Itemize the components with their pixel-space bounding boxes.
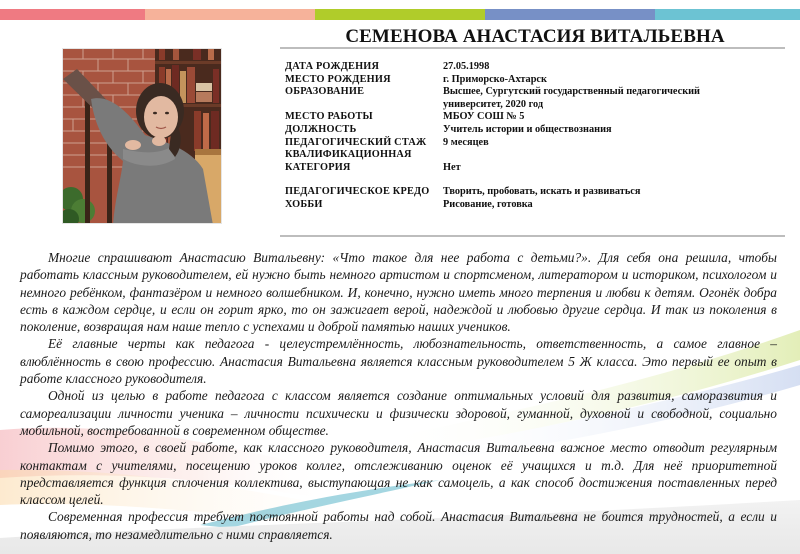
info-value: Нет	[443, 161, 461, 173]
info-value: Творить, пробовать, искать и развиваться	[443, 186, 641, 198]
paragraph: Помимо этого, в своей работе, как классного руководителя, Анастасия Витальевна важное место отводит регулярным контактам с учителями, посещению уроков коллег, отслеживанию оценок её учащихся и т.д. Для неё приоритетной представляется функция сплочения коллектива, выступающая не как самоцель, а как способ достижения поставленных перед классом целей.	[20, 440, 777, 508]
info-row-workplace	[285, 111, 785, 124]
info-row-experience	[285, 137, 785, 150]
portrait-image	[63, 49, 222, 224]
paragraph: Её главные черты как педагога - целеустремлённость, любознательность, ответственность, а самое главное – влюблённость в свою профессию. Анастасия Витальевна является классным руководителем 5 Ж класса. Это первый ее опыт в работе классного руководителя.	[20, 336, 777, 387]
color-segment-cyan	[655, 9, 800, 20]
header-color-bar	[0, 9, 800, 20]
profile-info	[285, 61, 785, 212]
info-label: ПЕДАГОГИЧЕСКОЕ КРЕДО	[285, 186, 430, 198]
info-label: ДОЛЖНОСТЬ	[285, 123, 357, 135]
color-segment-blue	[485, 9, 655, 20]
info-value: Высшее, Сургутский государственный педагогический университет, 2020 год	[443, 86, 700, 110]
info-row-credo	[285, 186, 785, 199]
portrait-photo	[62, 48, 222, 224]
color-segment-peach	[145, 9, 315, 20]
info-row-position	[285, 124, 785, 137]
color-segment-green	[315, 9, 485, 20]
info-value: Рисование, готовка	[443, 198, 533, 210]
info-value: МБОУ СОШ № 5	[443, 111, 525, 123]
info-row-birth-place	[285, 74, 785, 87]
paragraph: Одной из целью в работе педагога с классом является создание оптимальных условий для развития, саморазвития и самореализации личности ученика – личности психически и физически здоровой, гуманной, духовной и свободной, социально мобильной, востребованной в современном обществе.	[20, 388, 777, 438]
info-label: ДАТА РОЖДЕНИЯ	[285, 61, 380, 72]
info-row-education	[285, 86, 785, 111]
info-spacer	[285, 174, 785, 186]
info-value: Учитель истории и обществознания	[443, 123, 612, 135]
info-label: МЕСТО РАБОТЫ	[285, 111, 373, 123]
page-title: СЕМЕНОВА АНАСТАСИЯ ВИТАЛЬЕВНА	[345, 26, 725, 47]
paragraph: Многие спрашивают Анастасию Витальевну: «Что такое для нее работа с детьми?». Для себя она решила, чтобы работать классным руководителем, ей нужно быть немного артистом и спортсменом, литератором и историком, психологом и немного ребёнком, фантазёром и немного волшебником. И, конечно, нужно иметь много терпения и любви к детям. Огонёк добра есть в каждом сердце, и если он горит ярко, то он зажигает верой, надеждой и любовью другие сердца. И так из поколения в поколение, возвращая нам наше тепло с успехами и доброй памятью наших учеников.	[20, 250, 777, 335]
info-label: ХОББИ	[285, 198, 323, 210]
paragraph: Современная профессия требует постоянной работы над собой. Анастасия Витальевна не боится трудностей, а если и появляются, то незамедлительно с ними справляется.	[20, 509, 777, 542]
color-segment-pink	[0, 9, 145, 20]
divider-bottom	[280, 235, 785, 237]
info-row-qualification	[285, 149, 785, 174]
biography-text	[20, 249, 777, 543]
info-row-birth-date	[285, 61, 785, 74]
info-value: 9 месяцев	[443, 136, 489, 148]
info-label: КВАЛИФИКАЦИОННАЯ КАТЕГОРИЯ	[285, 149, 412, 173]
info-label: МЕСТО РОЖДЕНИЯ	[285, 73, 391, 85]
info-value: 27.05.1998	[443, 61, 490, 72]
info-label: ПЕДАГОГИЧЕСКИЙ СТАЖ	[285, 136, 427, 148]
info-value: г. Приморско-Ахтарск	[443, 73, 547, 85]
divider-top	[280, 47, 785, 49]
info-label: ОБРАЗОВАНИЕ	[285, 86, 365, 98]
info-row-hobby	[285, 199, 785, 212]
